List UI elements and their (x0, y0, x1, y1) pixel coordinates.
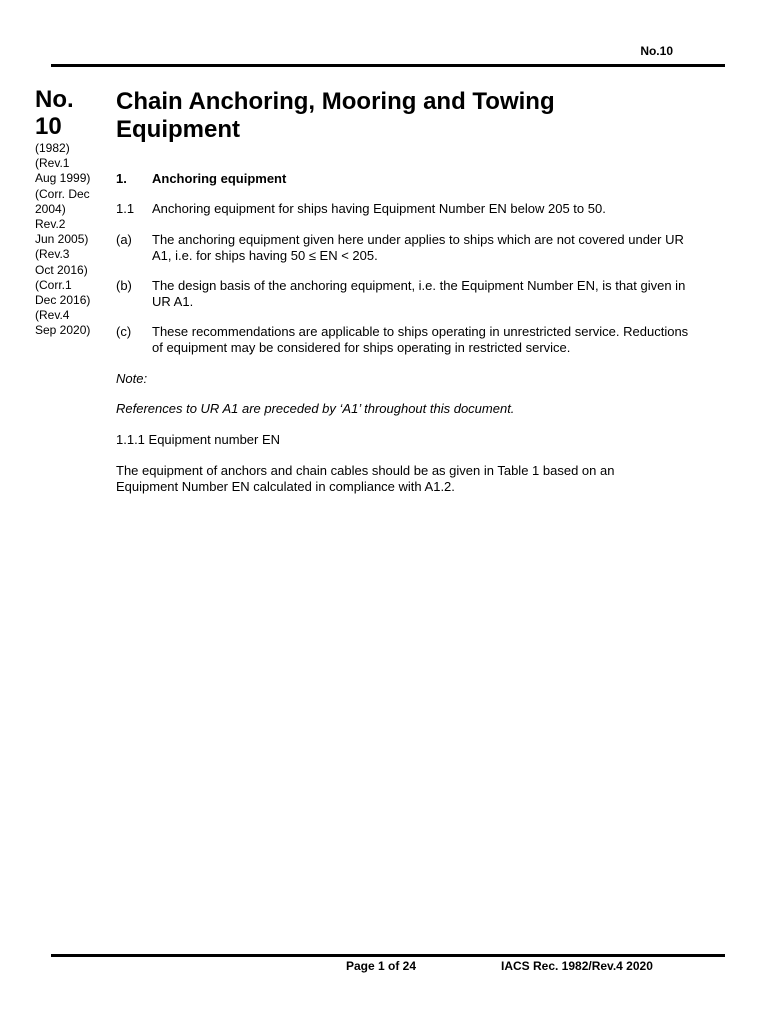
revision-history (35, 141, 110, 339)
top-rule (51, 64, 725, 67)
revision-line: Jun 2005) (35, 232, 89, 247)
revision-line: 2004) (35, 201, 66, 216)
item-text: The anchoring equipment given here under applies to ships which are not covered under UR A1, i.e. for ships having 50 ≤ EN < 205. (152, 232, 684, 263)
revision-line: (1982) (35, 141, 70, 155)
header-doc-number: No.10 (640, 44, 673, 58)
item-text: Anchoring equipment for ships having Equipment Number EN below 205 to 50. (152, 201, 606, 216)
item-number: (a) (116, 232, 132, 247)
item-number: 1.1 (116, 201, 135, 216)
revision-line: Dec 2016) (35, 293, 91, 308)
footer-page-number: Page 1 of 24 (346, 959, 417, 973)
revision-line: (Corr. Dec (35, 186, 90, 201)
section-title: Anchoring equipment (152, 171, 287, 186)
item-text: The design basis of the anchoring equipment, i.e. the Equipment Number EN, is that given in UR A1. (152, 278, 686, 309)
revision-line: Oct 2016) (35, 262, 88, 277)
subsection-heading: 1.1.1 Equipment number EN (116, 432, 281, 447)
item-number: (b) (116, 278, 132, 293)
revision-line: (Rev.3 (35, 247, 70, 262)
revision-line: (Corr.1 (35, 277, 72, 292)
revision-line: (Rev.1 (35, 156, 70, 171)
title-line1: Chain Anchoring, Mooring and Towing (116, 88, 555, 115)
revision-line: Rev.2 (35, 217, 66, 232)
title-line2: Equipment (116, 116, 240, 143)
revision-line: Sep 2020) (35, 323, 91, 338)
section-number: 1. (116, 171, 127, 186)
item-text: These recommendations are applicable to ships operating in unrestricted service. Reductions of equipment may be considered for ships operating in restricted service. (152, 324, 689, 355)
note-label: Note: (116, 371, 148, 386)
revision-line: Aug 1999) (35, 171, 91, 186)
note-text: References to UR A1 are preceded by ‘A1’ throughout this document. (116, 401, 515, 416)
item-number: (c) (116, 324, 132, 339)
side-number-line2: 10 (35, 113, 62, 140)
side-number (35, 86, 110, 140)
page-title (116, 88, 656, 144)
body-paragraph: The equipment of anchors and chain cables should be as given in Table 1 based on an Equipment Number EN calculated in compliance with A1.2. (116, 463, 615, 494)
footer-reference: IACS Rec. 1982/Rev.4 2020 (501, 959, 653, 973)
bottom-rule (51, 954, 725, 957)
side-panel (35, 86, 110, 339)
revision-line: (Rev.4 (35, 308, 70, 323)
side-number-line1: No. (35, 86, 74, 113)
